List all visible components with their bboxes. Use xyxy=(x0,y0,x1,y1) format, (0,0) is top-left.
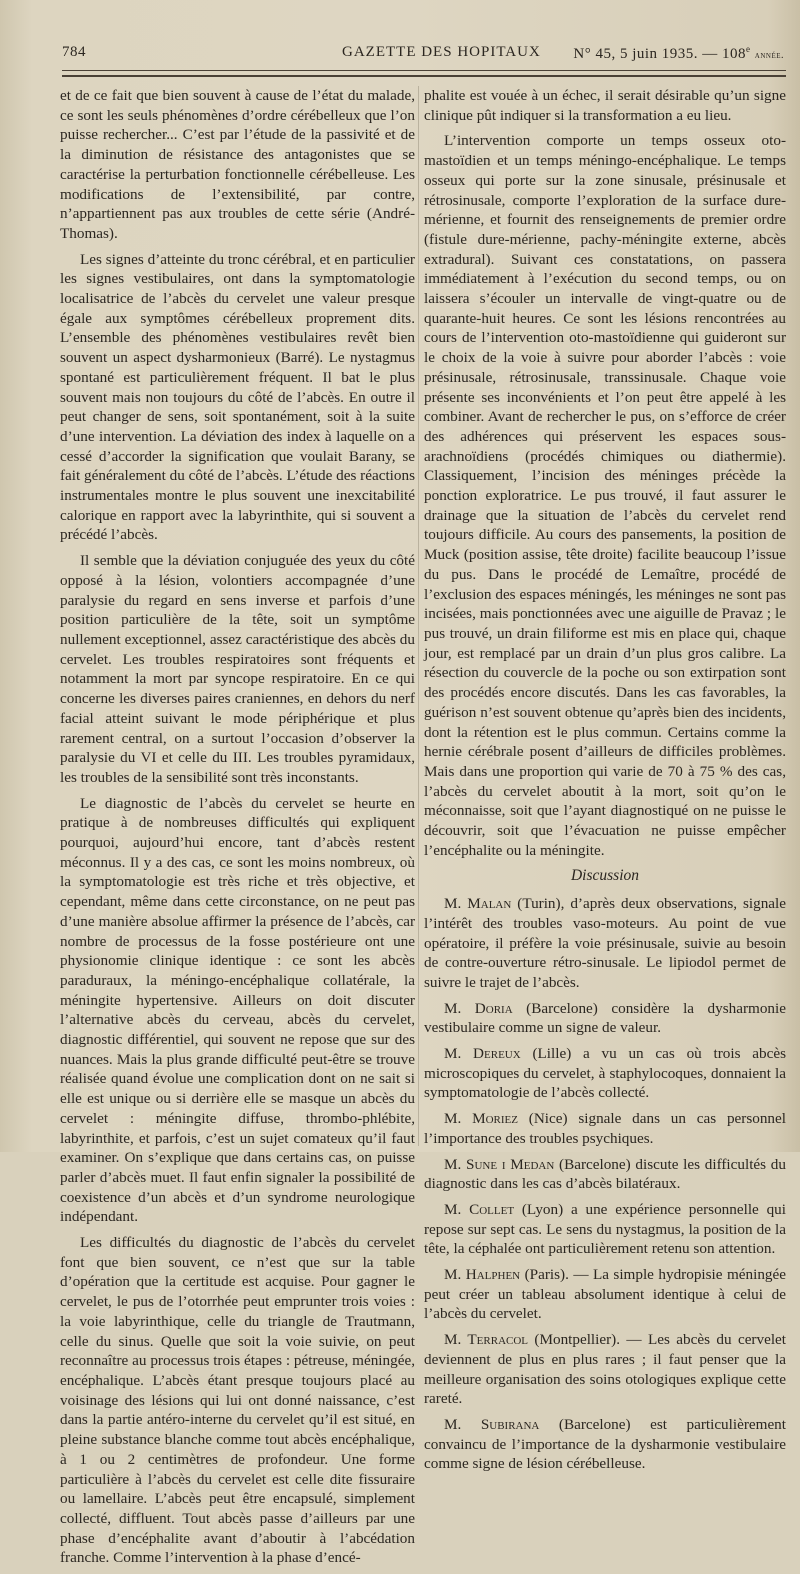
discussion-entry xyxy=(424,1044,786,1103)
issue-main: N° 45, 5 juin 1935. — 108 xyxy=(573,46,747,62)
speaker-name: M. Dereux xyxy=(444,1045,521,1063)
paragraph: phalite est vouée à un échec, il serait désirable qu’un signe clinique pût indiquer si la transformation a eu lieu. xyxy=(424,87,786,124)
paragraph: Il semble que la déviation conjuguée des yeux du côté opposé à la lésion, volontiers accompagnée d’une paralysie du regard en sens inverse et parfois d’une position particulière de la tête, soit un symptôme nullement exceptionnel, assez caractéristique des abcès du cervelet. Les troubles respiratoires sont fréquents et notamment la mort par syncope respiratoire. En ce qui concerne les diverses paires craniennes, en dehors du nerf facial atteint suivant le mode périphérique et plus rarement central, on a surtout l’occasion d’observer la paralysie du VI et celle du III. Les troubles pyramidaux, les troubles de la sensibilité sont très inconstants. xyxy=(60,552,415,786)
discussion-entry xyxy=(424,1200,786,1259)
paragraph: Les signes d’atteinte du tronc cérébral, et en particulier les signes vestibulaires, ont dans la symptomatologie localisatrice de l’abcès du cervelet une valeur presque égale aux symptômes cérébelleux proprement dits. L’ensemble des phénomènes vestibulaires revêt bien souvent un aspect dysharmonieux (Barré). Le nystagmus spontané est particulièrement fréquent. Il bat le plus souvent mais non toujours du côté de l’abcès. En outre il peut changer de sens, soit spontanément, soit à la suite d’une intervention. La déviation des index à laquelle on a cessé d’accorder la signification que voulait Barany, se fait généralement du côté de l’abcès. L’étude des réactions instrumentales montre le plus souvent une inexcitabilité calorique en rapport avec la labyrinthite, qui si souvent a précédé l’abcès. xyxy=(60,250,415,544)
speaker-name: M. Doria xyxy=(444,999,513,1017)
paragraph: et de ce fait que bien souvent à cause de l’état du malade, ce sont les seuls phénomènes d’ordre cérébelleux que l’on puisse rechercher... C’est par l’étude de la passivité et de la diminution de résistance des antagonistes que se caractérise la perturbation fonctionnelle cérébelleuse. Les modifications de l’extensibilité, par contre, n’appartiennent pas aux troubles de cette série (André-Thomas). xyxy=(60,87,415,242)
issue-sup: e xyxy=(746,44,751,54)
discussion-entry xyxy=(424,1155,786,1194)
right-column xyxy=(424,86,786,1480)
page-number: 784 xyxy=(62,44,86,60)
header-rule-thick xyxy=(62,75,786,77)
entry-text: (Barcelone) discute les difficultés du diagnostic dans les cas d’abcès bilatéraux. xyxy=(424,1155,786,1193)
discussion-entry xyxy=(424,894,786,993)
issue-info xyxy=(573,44,784,63)
discussion-entry xyxy=(424,999,786,1038)
header-rule-thin xyxy=(62,70,786,71)
speaker-name: M. Malan xyxy=(444,895,512,913)
speaker-name: M. Halphen xyxy=(444,1266,521,1284)
discussion-entry xyxy=(424,1265,786,1324)
column-divider xyxy=(418,86,419,1146)
speaker-name: M. Moriez xyxy=(444,1110,518,1128)
discussion-entry xyxy=(424,1109,786,1148)
entry-text: (Paris). — La simple hydropisie méningée peut créer un tableau absolument identique à celui de l’abcès du cervelet. xyxy=(424,1266,786,1323)
speaker-name: M. Subirana xyxy=(444,1416,540,1433)
entry-text: (Lyon) a une expérience personnelle qui repose sur sept cas. Le sens du nystagmus, la position de la tête, la céphalée ont particulièrement retenu son attention. xyxy=(424,1200,786,1258)
discussion-entry xyxy=(424,1415,786,1474)
speaker-name: M. Sune i Medan xyxy=(444,1155,555,1173)
entry-text: (Lille) a vu un cas où trois abcès microscopiques du cervelet, à staphylocoques, donnaient la symptomatologie de l’abcès collecté. xyxy=(424,1045,787,1102)
entry-text: (Barcelone) considère la dysharmonie vestibulaire comme un signe de valeur. xyxy=(424,999,786,1037)
entry-text: (Nice) signale dans un cas personnel l’importance des troubles psychiques. xyxy=(424,1110,786,1147)
paragraph: Le diagnostic de l’abcès du cervelet se heurte en pratique à de nombreuses difficultés qui expliquent pourquoi, aujourd’hui encore, tant d’abcès restent méconnus. Il y a des cas, ce sont les moins nombreux, où la symptomatologie est très riche et très objective, et cependant, même dans cette circonstance, on ne peut pas d’une manière absolue affirmer la présence de l’abcès, car nombre de processus de la fosse postérieure ont une physionomie clinique identique : ce sont les abcès paraduraux, la méningo-encéphalique collatérale, la méningite hypertensive. Ailleurs on doit discuter l’alternative abcès du cerveau, abcès du cervelet, diagnostic différentiel, qui souvent ne repose que sur des nuances. Mais la plus grande difficulté peut-être se trouve réalisée quand évolue une complication dont on ne sait si elle est unique ou si derrière elle se masque un abcès du cervelet : méningite diffuse, thrombo-phlébite, labyrinthite, et parfois, c’est un sujet comateux qu’il faut examiner. On s’explique que dans certains cas, on puisse parler d’abcès muet. Il faut enfin signaler la possibilité de coexistence d’un abcès et d’un syndrome neurologique indépendant. xyxy=(60,794,415,1226)
speaker-name: M. Terracol xyxy=(444,1331,529,1349)
running-header xyxy=(62,44,784,66)
issue-year: année. xyxy=(754,50,784,61)
journal-title: GAZETTE DES HOPITAUX xyxy=(342,44,541,60)
section-heading: Discussion xyxy=(570,867,640,885)
left-column xyxy=(60,86,415,1574)
entry-text: (Turin), d’après deux observations, signale l’intérêt des troubles vaso-moteurs. Au point de vue opératoire, il préfère la voie présinusale, suivie au besoin de contre-ouverture rétro-sinusale. Le lipiodol permet de suivre le trajet de l’abcès. xyxy=(424,895,786,991)
speaker-name: M. Collet xyxy=(444,1200,515,1218)
entry-text: (Montpellier). — Les abcès du cervelet deviennent de plus en plus rares ; il faut penser que la meilleure organisation des soins otologiques explique cette rareté. xyxy=(424,1331,787,1408)
entry-text: (Barcelone) est particulièrement convaincu de l’importance de la dysharmonie vestibulaire comme signe de lésion cérébelleuse. xyxy=(424,1416,786,1473)
discussion-entry xyxy=(424,1330,786,1409)
paragraph: Les difficultés du diagnostic de l’abcès du cervelet font que bien souvent, ce n’est que sur la table d’opération que la certitude est acquise. Pour gagner le cervelet, le pus de l’otorrhée peut emprunter trois voies : la voie labyrinthique, celle du triangle de Trautmann, celle du sinus. Quelle que soit la voie suivie, on peut reconnaître au processus trois étapes : pétreuse, méningée, encéphalique. L’abcès étant presque toujours placé au voisinage des lésions qui lui ont donné naissance, c’est dans la partie antéro-interne du cervelet qu’il est situé, en pleine substance blanche comme tout abcès encéphalique, à 1 ou 2 centimètres de profondeur. Une forme particulière à l’abcès du cervelet est celle dite fissuraire ou lamellaire. L’abcès peut être encapsulé, simplement collecté, diffluent. Tout abcès passe d’ailleurs par une phase d’encéphalite avant d’aboutir à l’abcédation franche. Comme l’intervention à la phase d’encé- xyxy=(60,1234,415,1567)
paragraph: L’intervention comporte un temps osseux oto-mastoïdien et un temps méningo-encéphalique. Le temps osseux qui porte sur la zone sinusale, présinusale et rétrosinusale, comporte l’exploration de la surface dure-mérienne, et fournit des renseignements de premier ordre (fistule dure-mérienne, pachy-méningite externe, abcès extradural). Suivant ces constatations, on passera immédiatement à l’exécution du second temps, ou on laissera s’écouler un intervalle de vingt-quatre ou de quarante-huit heures. Ce sont les lésions rencontrées au cours de l’intervention oto-mastoïdienne qui guideront sur le choix de la voie à suivre pour aborder l’abcès : voie présinusale, rétrosinusale, transsinusale. Chaque voie présente ses inconvénients et l’on peut être appelé à les combiner. Avant de rechercher le pus, on s’efforce de créer des adhérences qui préservent les espaces sous-arachnoïdiens (procédés chimiques ou diathermie). Classiquement, l’incision des méninges précède la ponction exploratrice. Le pus trouvé, il faut assurer le drainage que la situation de l’abcès du cervelet rend toujours difficile. Au cours des pansements, la position de Muck (position assise, tête droite) facilite beaucoup l’issue du pus. Dans le procédé de Lemaître, procédé de l’exclusion des espaces méningés, les méninges ne sont pas incisées, mais ponctionnées avec une aiguille de Pravaz ; le pus trouvé, un drain filiforme est mis en place qui, chaque jour, est remplacé par un drain d’un plus gros calibre. La résection du couvercle de la poche ou son extirpation sont des procédés encore discutés. Dans les cas favorables, la guérison n’est souvent obtenue qu’après bien des incidents, dont la rétention est le plus commun. Certains comme la hernie cérébrale posent d’ailleurs de difficiles problèmes. Mais dans une proportion qui varie de 70 à 75 % des cas, l’abcès du cervelet aboutit à la mort, soit qu’on le méconnaisse, soit que l’ayant diagnostiqué on ne puisse le découvrir, soit que l’évacuation ne puisse empêcher l’encéphalite ou la méningite. xyxy=(424,132,786,859)
